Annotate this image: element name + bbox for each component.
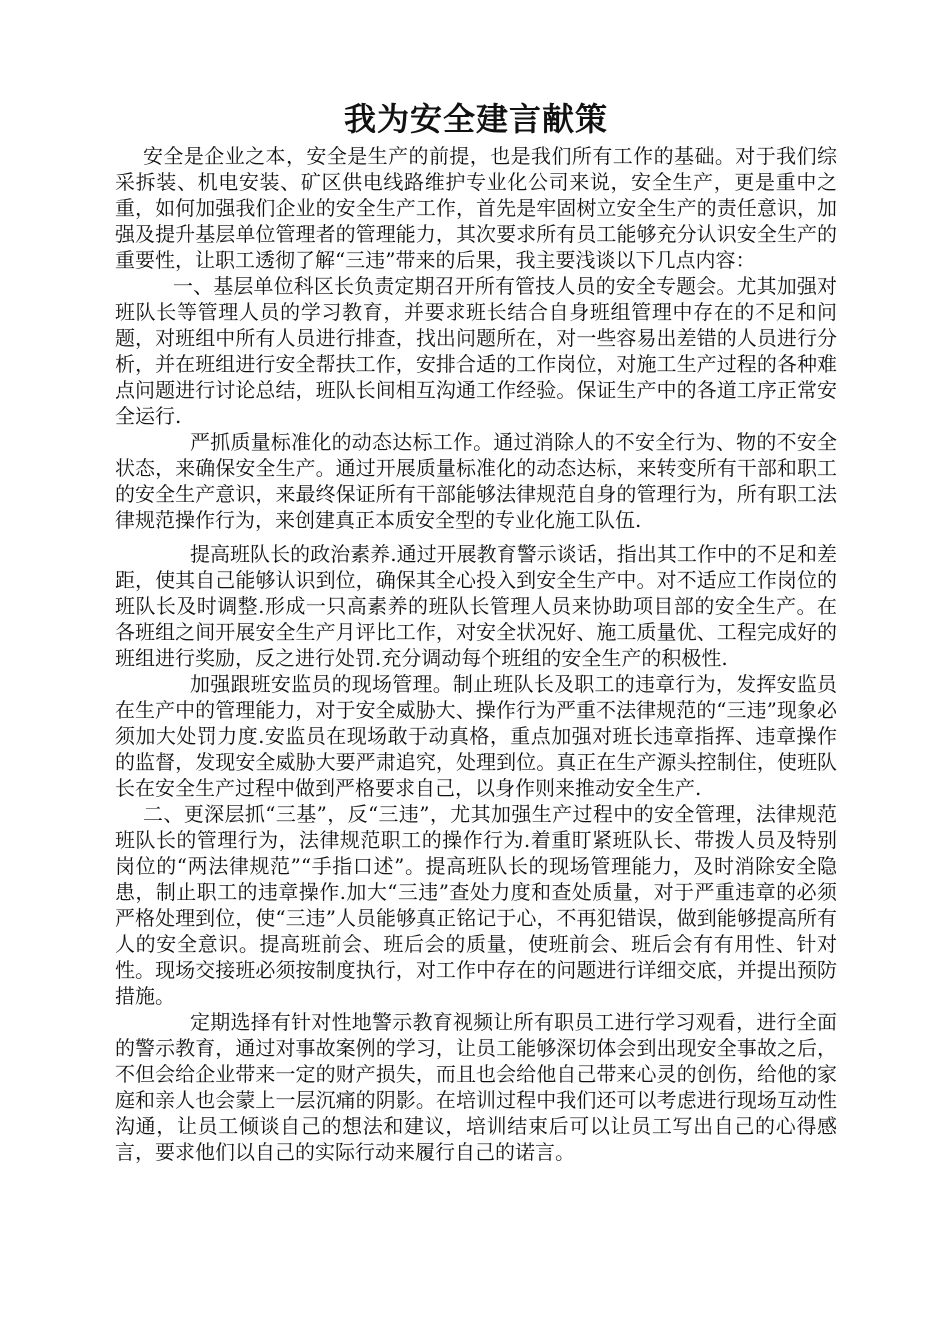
paragraph-team-leader-quality: 提高班队长的政治素养.通过开展教育警示谈话，指出其工作中的不足和差距，使其自己能够认识到位，确保其全心投入到安全生产中。对不适应工作岗位的班队长及时调整.形成一只高素养的班队长管理人员来协助项目部的安全生产。在各班组之间开展安全生产月评比工作，对安全状况好、施工质量优、工程完成好的班组进行奖励，反之进行处罚.充分调动每个班组的安全生产的积极性. (115, 542, 837, 670)
paragraph-safety-supervisor: 加强跟班安监员的现场管理。制止班队长及职工的违章行为，发挥安监员在生产中的管理能力，对于安全威胁大、操作行为严重不法律规范的“三违”现象必须加大处罚力度.安监员在现场敢于动真格，重点加强对班长违章指挥、违章操作的监督，发现安全威胁大要严肃追究，处理到位。真正在生产源头控制住，使班队长在安全生产过程中做到严格要求自己，以身作则来推动安全生产. (115, 672, 837, 800)
paragraph-quality-standard: 严抓质量标准化的动态达标工作。通过消除人的不安全行为、物的不安全状态，来确保安全生产。通过开展质量标准化的动态达标，来转变所有干部和职工的安全生产意识，来最终保证所有干部能够法律规范自身的管理行为，所有职工法律规范操作行为，来创建真正本质安全型的专业化施工队伍. (115, 430, 837, 532)
document-page (115, 95, 837, 1165)
paragraph-intro: 安全是企业之本，安全是生产的前提，也是我们所有工作的基础。对于我们综采拆装、机电安装、矿区供电线路维护专业化公司来说，安全生产，更是重中之重，如何加强我们企业的安全生产工作，首先是牢固树立安全生产的责任意识，加强及提升基层单位管理者的管理能力，其次要求所有员工能够充分认识安全生产的重要性，让职工透彻了解“三违”带来的后果，我主要浅谈以下几点内容： (115, 144, 837, 272)
paragraph-point-one: 一、基层单位科区长负责定期召开所有管技人员的安全专题会。尤其加强对班队长等管理人员的学习教育，并要求班长结合自身班组管理中存在的不足和问题，对班组中所有人员进行排查，找出问题所在，对一些容易出差错的人员进行分析，并在班组进行安全帮扶工作，安排合适的工作岗位，对施工生产过程的各种难点问题进行讨论总结，班队长间相互沟通工作经验。保证生产中的各道工序正常安全运行. (115, 274, 837, 428)
paragraph-warning-education: 定期选择有针对性地警示教育视频让所有职员工进行学习观看，进行全面的警示教育，通过对事故案例的学习，让员工能够深切体会到出现安全事故之后，不但会给企业带来一定的财产损失，而且也会给他自己带来心灵的创伤，给他的家庭和亲人也会蒙上一层沉痛的阴影。在培训过程中我们还可以考虑进行现场互动性沟通，让员工倾谈自己的想法和建议，培训结束后可以让员工写出自己的心得感言，要求他们以自己的实际行动来履行自己的诺言。 (115, 1010, 837, 1164)
document-title: 我为安全建言献策 (343, 100, 608, 138)
paragraph-point-two: 二、更深层抓“三基”，反“三违”，尤其加强生产过程中的安全管理，法律规范班队长的管理行为，法律规范职工的操作行为.着重盯紧班队长、带拨人员及特别岗位的“两法律规范”“手指口述”。提高班队长的现场管理能力，及时消除安全隐患，制止职工的违章操作.加大“三违”查处力度和查处质量，对于严重违章的必须严格处理到位，使“三违”人员能够真正铭记于心，不再犯错误，做到能够提高所有人的安全意识。提高班前会、班后会的质量，使班前会、班后会有有用性、针对性。现场交接班必须按制度执行，对工作中存在的问题进行详细交底，并提出预防措施。 (115, 802, 837, 1008)
